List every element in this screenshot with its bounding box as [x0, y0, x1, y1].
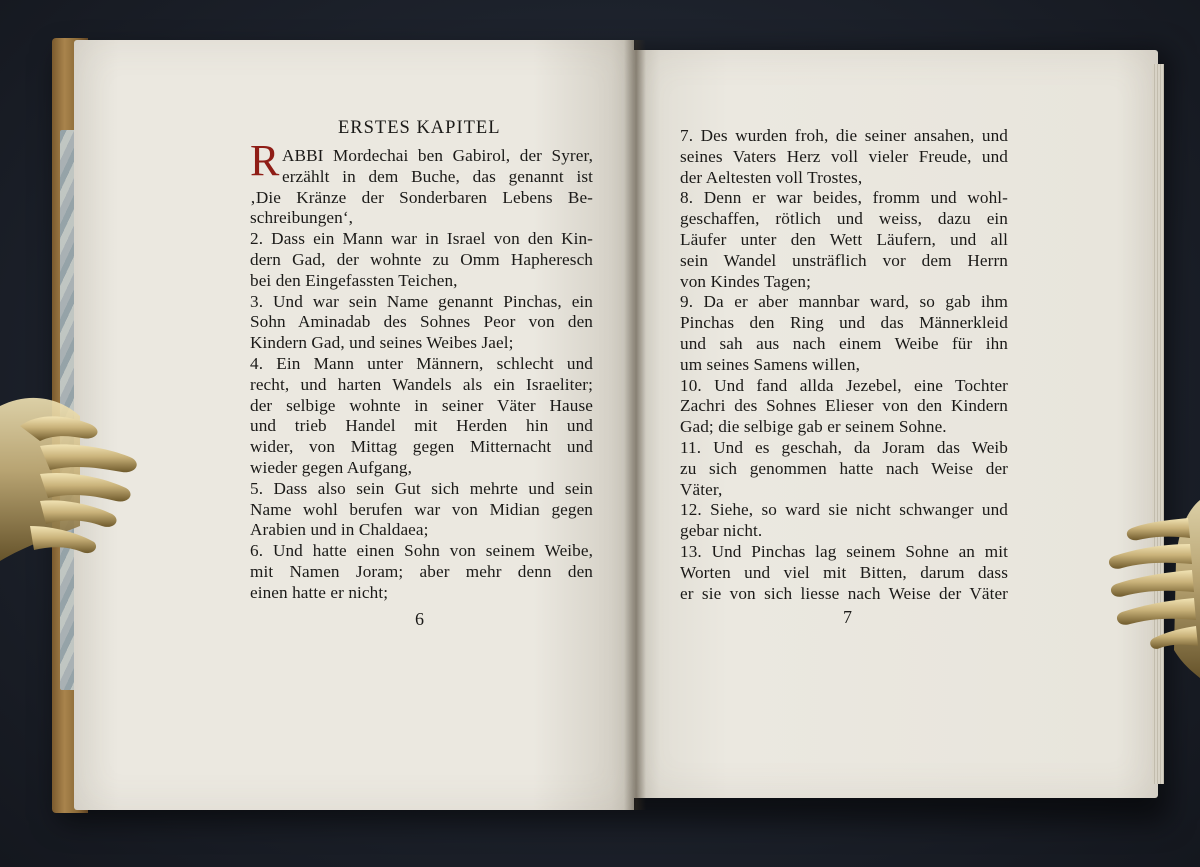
text-line: Zachri des Sohnes Elieser von den Kindern — [680, 396, 1008, 416]
text-line: 2. Dass ein Mann war in Israel von den Kin- — [250, 229, 593, 249]
right-page-text — [680, 126, 1008, 604]
text-line: 8. Denn er war beides, fromm und wohl- — [680, 188, 1008, 208]
text-line: Name wohl berufen war von Midian gegen — [250, 499, 593, 519]
text-line: Sohn Aminadab des Sohnes Peor von den — [250, 312, 593, 332]
text-line: 10. Und fand allda Jezebel, eine Tochter — [680, 375, 1008, 395]
text-line: gebar nicht. — [680, 521, 763, 541]
text-line: Arabien und in Chaldaea; — [250, 520, 429, 540]
text-line: 3. Und war sein Name genannt Pinchas, ein — [250, 291, 593, 311]
text-line: mit Namen Joram; aber mehr denn den — [250, 561, 593, 581]
text-line: 12. Siehe, so ward sie nicht schwanger und — [680, 500, 1008, 520]
text-line: sein Wandel unsträflich vor dem Herrn — [680, 250, 1008, 270]
text-line: 9. Da er aber mannbar ward, so gab ihm — [680, 292, 1008, 312]
text-line: ABBI Mordechai ben Gabirol, der Syrer, — [282, 146, 593, 165]
left-page-text — [250, 146, 593, 604]
page-number-right: 7 — [843, 607, 852, 627]
chapter-heading: ERSTES KAPITEL — [338, 118, 501, 138]
text-line: Väter, — [680, 479, 723, 499]
text-line: Läufer unter den Wett Läufern, und all — [680, 229, 1008, 249]
drop-cap: R — [250, 136, 280, 185]
text-line: 7. Des wurden froh, die seiner ansahen, und — [680, 126, 1008, 145]
text-line: 5. Dass also sein Gut sich mehrte und sein — [250, 478, 593, 498]
text-line: 6. Und hatte einen Sohn von seinem Weibe, — [250, 541, 593, 561]
book-gutter — [624, 40, 646, 810]
brass-hand-icon — [1098, 500, 1200, 680]
text-line: ‚Die Kränze der Sonderbaren Lebens Be- — [250, 187, 593, 207]
text-line: und trieb Handel mit Herden hin und — [250, 416, 593, 436]
text-line: Gad; die selbige gab er seinem Sohne. — [680, 417, 947, 437]
text-line: wieder gegen Aufgang, — [250, 457, 412, 477]
text-line: 13. Und Pinchas lag seinem Sohne an mit — [680, 541, 1008, 561]
text-line: Worten und viel mit Bitten, darum dass — [680, 562, 1008, 582]
text-line: der selbige wohnte in seiner Väter Hause — [250, 395, 593, 415]
text-line: seines Vaters Herz voll vieler Freude, und — [680, 146, 1008, 166]
text-line: und sah aus nach einem Weibe für ihn — [680, 333, 1008, 353]
text-line: bei den Eingefassten Teichen, — [250, 270, 458, 290]
text-line: schreibungen‘, — [250, 208, 354, 228]
text-line: Kindern Gad, und seines Weibes Jael; — [250, 333, 514, 353]
text-line: recht, und harten Wandels als ein Israeliter; — [250, 374, 593, 394]
text-line: von Kindes Tagen; — [680, 271, 811, 291]
text-line: Pinchas den Ring und das Männerkleid — [680, 313, 1008, 333]
text-line: zu sich genommen hatte nach Weise der — [680, 458, 1008, 478]
brass-hand-icon — [0, 386, 150, 576]
text-line: er sie von sich liesse nach Weise der Väter — [680, 583, 1008, 603]
text-line: geschaffen, rötlich und weiss, dazu ein — [680, 209, 1008, 229]
text-line: einen hatte er nicht; — [250, 582, 389, 602]
text-line: wider, von Mittag gegen Mitternacht und — [250, 437, 593, 457]
text-line: erzählt in dem Buche, das genannt ist — [282, 166, 593, 186]
text-line: um seines Samens willen, — [680, 354, 860, 374]
text-line: 11. Und es geschah, da Joram das Weib — [680, 437, 1008, 457]
text-line: dern Gad, der wohnte zu Omm Hapheresch — [250, 249, 593, 269]
text-line: 4. Ein Mann unter Männern, schlecht und — [250, 353, 593, 373]
text-line: der Aeltesten voll Trostes, — [680, 167, 863, 187]
page-number-left: 6 — [415, 609, 424, 629]
